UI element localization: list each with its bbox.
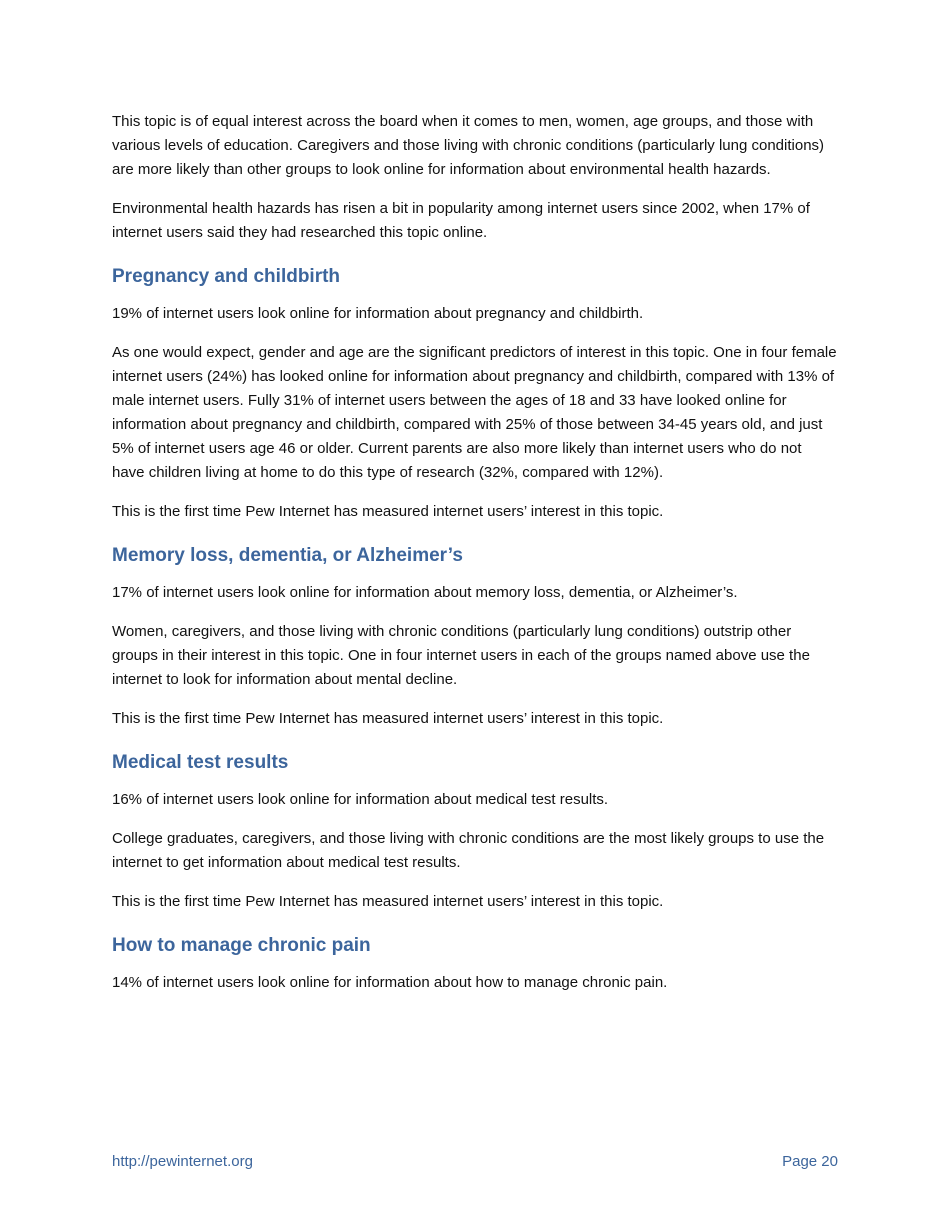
section-heading: Medical test results	[112, 752, 289, 773]
section-paragraph: 16% of internet users look online for information about medical test results.	[112, 791, 609, 808]
page-number: Page 20	[782, 1153, 838, 1170]
section-paragraph: This is the first time Pew Internet has measured internet users’ interest in this topic.	[112, 503, 664, 520]
intro-paragraph-1: This topic is of equal interest across the board when it comes to men, women, age groups, and those with various levels of education. Caregivers and those living with chronic conditions (particularly lung conditions) are more likely than other groups to look online for information about environmental health hazards.	[112, 113, 825, 178]
section-pregnancy-childbirth	[112, 265, 838, 524]
section-chronic-pain	[112, 934, 838, 995]
section-heading: How to manage chronic pain	[112, 935, 371, 956]
section-paragraph: Women, caregivers, and those living with chronic conditions (particularly lung conditions) outstrip other groups in their interest in this topic. One in four internet users in each of the groups named above use the internet to look for information about mental decline.	[112, 623, 810, 688]
page-footer	[112, 1152, 838, 1172]
section-paragraph: This is the first time Pew Internet has measured internet users’ interest in this topic.	[112, 710, 664, 727]
section-paragraph: 19% of internet users look online for information about pregnancy and childbirth.	[112, 305, 644, 322]
section-medical-test-results	[112, 751, 838, 914]
section-paragraph: 14% of internet users look online for information about how to manage chronic pain.	[112, 974, 668, 991]
section-paragraph: College graduates, caregivers, and those living with chronic conditions are the most likely groups to use the internet to get information about medical test results.	[112, 830, 825, 871]
intro-paragraph-2: Environmental health hazards has risen a bit in popularity among internet users since 2002, when 17% of internet users said they had researched this topic online.	[112, 200, 810, 241]
section-paragraph: This is the first time Pew Internet has measured internet users’ interest in this topic.	[112, 893, 664, 910]
document-body	[112, 110, 838, 1010]
section-paragraph: 17% of internet users look online for information about memory loss, dementia, or Alzheimer’s.	[112, 584, 738, 601]
section-heading: Memory loss, dementia, or Alzheimer’s	[112, 545, 463, 566]
footer-url-link[interactable]: http://pewinternet.org	[112, 1153, 253, 1170]
section-memory-loss	[112, 544, 838, 731]
section-paragraph: As one would expect, gender and age are the significant predictors of interest in this topic. One in four female internet users (24%) has looked online for information about pregnancy and childbirth, compared with 13% of male internet users. Fully 31% of internet users between the ages of 18 and 33 have looked online for information about pregnancy and childbirth, compared with 25% of those between 34-45 years old, and just 5% of internet users age 46 or older. Current parents are also more likely than internet users who do not have children living at home to do this type of research (32%, compared with 12%).	[112, 344, 837, 481]
section-heading: Pregnancy and childbirth	[112, 266, 341, 287]
